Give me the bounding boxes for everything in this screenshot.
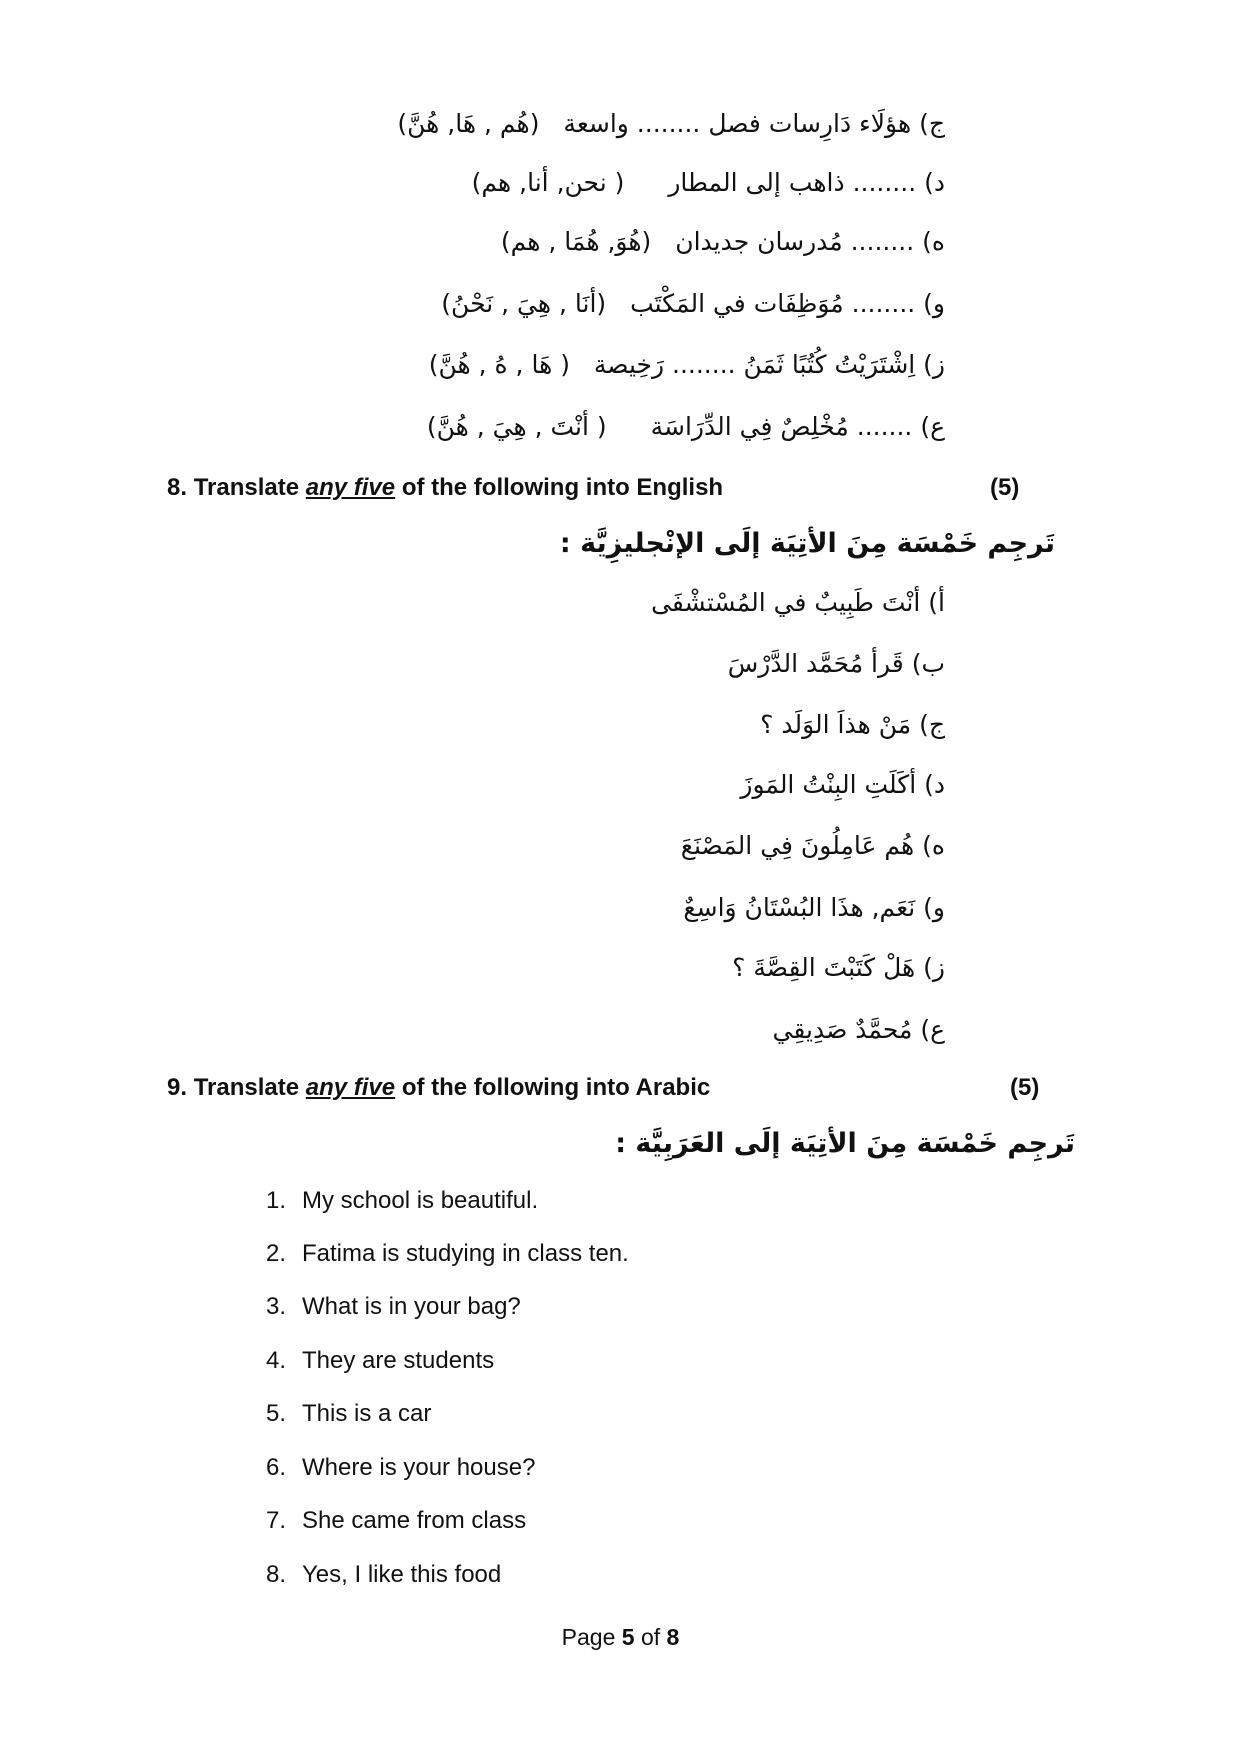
item-number: 1. <box>266 1187 287 1214</box>
item-marker: ه) <box>922 227 945 256</box>
question-8-arabic-heading: تَرجِم خَمْسَة مِنَ الأتِيَة إلَى الإنْجليزِيَّة : <box>559 528 1055 559</box>
list-item <box>266 1291 521 1323</box>
current-page-number: 5 <box>621 1624 635 1650</box>
item-options: ( نحن, أنا, هم) <box>471 168 625 197</box>
question-number: 8. <box>167 474 188 501</box>
item-sentence: مَنْ هذاَ الوَلَد ؟ <box>760 710 912 739</box>
total-page-number: 8 <box>666 1624 680 1650</box>
item-text: Fatima is studying in class ten. <box>302 1240 629 1267</box>
question-text-start: Translate <box>193 474 300 501</box>
item-marker: ز) <box>923 350 945 379</box>
list-item <box>266 1452 535 1484</box>
item-number: 5. <box>266 1400 287 1427</box>
translate-item <box>683 888 945 928</box>
list-item <box>266 1398 431 1430</box>
item-text: They are students <box>302 1347 495 1374</box>
item-marker: ب) <box>911 649 945 678</box>
question-9-heading <box>167 1072 710 1104</box>
item-options: (هُوَ, هُمَا , هم) <box>500 227 652 256</box>
question-9-arabic-heading: تَرجِم خَمْسَة مِنَ الأتِيَة إلَى العَرَبِيَّة : <box>615 1128 1075 1159</box>
item-number: 4. <box>266 1347 287 1374</box>
item-sentence: قَرأ مُحَمَّد الدَّرْسَ <box>727 649 904 678</box>
item-text: She came from class <box>302 1507 527 1534</box>
item-sentence: اِشْتَرَيْتُ كُتُبًا ثَمَنُ ........ رَخِيصة <box>593 350 916 379</box>
item-sentence: أنْتَ طَبِيبٌ في المُسْتشْفَى <box>651 588 921 617</box>
item-text: My school is beautiful. <box>302 1187 539 1214</box>
item-sentence: ........ مُدرسان جديدان <box>675 227 915 256</box>
item-sentence: ....... مُخْلِصٌ فِي الدِّرَاسَة <box>650 412 913 441</box>
translate-item <box>728 644 945 684</box>
translate-item <box>773 1010 945 1050</box>
list-item <box>266 1559 501 1591</box>
question-emphasis: any five <box>305 1074 396 1101</box>
question-emphasis: any five <box>305 474 396 501</box>
fill-blank-line <box>427 407 945 447</box>
page-label: Page <box>561 1624 616 1650</box>
question-text-end: of the following into English <box>401 474 724 501</box>
question-8-heading <box>167 472 723 504</box>
page-footer <box>0 1622 1241 1652</box>
page-of-label: of <box>640 1624 661 1650</box>
item-sentence: ........ ذاهب إلى المطار <box>668 168 917 197</box>
translate-item <box>732 948 945 988</box>
item-marker: ج) <box>919 710 945 739</box>
item-options: (هُم , هَا, هُنَّ) <box>397 109 540 138</box>
item-sentence: هؤلَاء دَارِسات فصل ........ واسعة <box>563 109 912 138</box>
item-sentence: ........ مُوَظِفَات في المَكْتَب <box>630 289 916 318</box>
item-marker: ه) <box>922 831 945 860</box>
question-8-marks: (5) <box>990 474 1020 501</box>
item-marker: د) <box>924 770 945 799</box>
item-marker: ع) <box>920 412 945 441</box>
item-text: Yes, I like this food <box>302 1561 502 1588</box>
question-text-end: of the following into Arabic <box>401 1074 711 1101</box>
item-sentence: مُحمَّدٌ صَدِيقِي <box>772 1015 913 1044</box>
item-options: ( أنْتَ , هِيَ , هُنَّ) <box>426 412 607 441</box>
item-marker: أ) <box>928 588 945 617</box>
item-sentence: أكَلَتِ البِنْتُ المَوزَ <box>740 770 917 799</box>
item-text: Where is your house? <box>302 1454 536 1481</box>
item-number: 6. <box>266 1454 287 1481</box>
item-sentence: هَلْ كَتَبْتَ القِصَّةَ ؟ <box>732 953 916 982</box>
item-number: 3. <box>266 1293 287 1320</box>
item-number: 8. <box>266 1561 287 1588</box>
fill-blank-line <box>441 284 945 324</box>
question-number: 9. <box>167 1074 188 1101</box>
fill-blank-line <box>429 345 945 385</box>
item-options: ( هَا , هُ , هُنَّ) <box>428 350 570 379</box>
question-9-marks: (5) <box>1010 1074 1040 1101</box>
item-number: 7. <box>266 1507 287 1534</box>
item-text: This is a car <box>302 1400 432 1427</box>
translate-item <box>760 705 945 745</box>
item-marker: د) <box>924 168 945 197</box>
item-marker: ز) <box>923 953 945 982</box>
list-item <box>266 1238 629 1270</box>
translate-item <box>740 765 945 805</box>
item-number: 2. <box>266 1240 287 1267</box>
item-sentence: نَعَم, هذَا البُسْتَانُ وَاسِعٌ <box>683 893 916 922</box>
item-marker: و) <box>923 289 945 318</box>
item-sentence: هُم عَامِلُونَ فِي المَصْنَعَ <box>680 831 915 860</box>
fill-blank-line <box>501 222 945 262</box>
fill-blank-line <box>472 163 945 203</box>
item-marker: ج) <box>919 109 945 138</box>
translate-item <box>651 583 945 623</box>
item-options: (أنَا , هِيَ , نَحْنُ) <box>441 289 607 318</box>
item-marker: و) <box>923 893 945 922</box>
list-item <box>266 1185 538 1217</box>
list-item <box>266 1345 494 1377</box>
list-item <box>266 1505 526 1537</box>
question-text-start: Translate <box>193 1074 300 1101</box>
item-text: What is in your bag? <box>302 1293 521 1320</box>
fill-blank-line <box>397 104 945 144</box>
translate-item <box>681 826 945 866</box>
item-marker: ع) <box>920 1015 945 1044</box>
